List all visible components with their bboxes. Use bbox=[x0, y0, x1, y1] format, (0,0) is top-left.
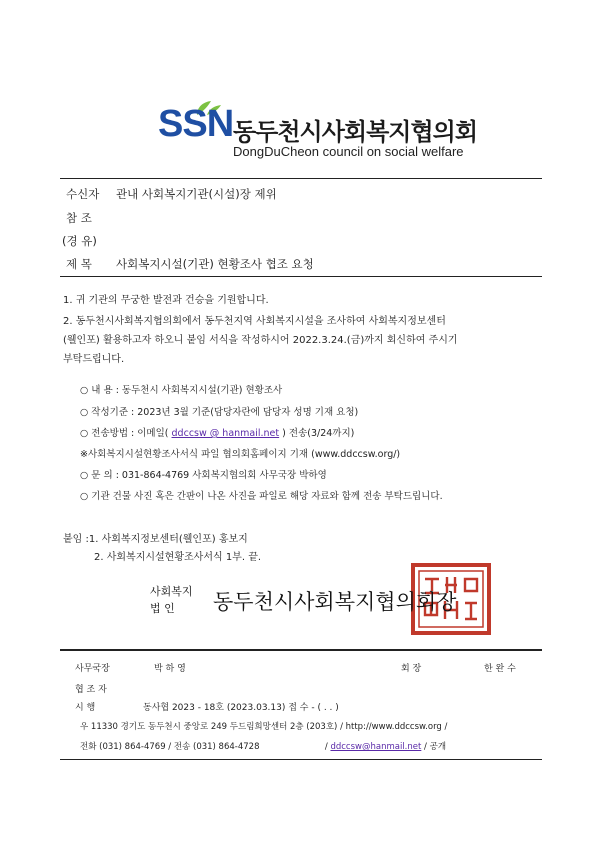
paragraph-2-line-2: (웰인포) 활용하고자 하오니 붙임 서식을 작성하시어 2022.3.24.(금)까지 회신하여 주시기 bbox=[63, 335, 458, 346]
item-send-method bbox=[80, 425, 354, 439]
address: 우 11330 경기도 동두천시 중앙로 249 두드림희망센터 2층 (203호) / http://www.ddccsw.org / bbox=[80, 722, 448, 732]
item-inquiry: ○ 문 의 : 031-864-4769 사회복지협의회 사무국장 박하영 bbox=[80, 470, 327, 481]
approver-name: 한 완 수 bbox=[484, 664, 516, 674]
item-criteria: ○ 작성기준 : 2023년 3월 기준(담당자란에 담당자 성명 기재 요청) bbox=[80, 407, 359, 418]
subject-value: 사회복지시설(기관) 현황조사 협조 요청 bbox=[116, 257, 314, 271]
signature-org-name: 동두천시사회복지협의회장 bbox=[213, 590, 457, 614]
cooperator-label: 협 조 자 bbox=[75, 685, 107, 695]
cc-label: 참 조 bbox=[66, 211, 92, 225]
contact-phone-fax: 전화 (031) 864-4769 / 전송 (031) 864-4728 bbox=[80, 742, 260, 752]
email-link[interactable]: ddccsw @ hanmail.net bbox=[171, 428, 280, 439]
attachment-line-1: 붙임 :1. 사회복지정보센터(웰인포) 홍보지 bbox=[63, 534, 248, 545]
via-label: (경 유) bbox=[62, 234, 97, 248]
contact-line: 전화 (031) 864-4769 / 전송 (031) 864-4728 / ddccsw@hanmail.net / 공개 bbox=[80, 742, 447, 752]
approver-label: 회 장 bbox=[401, 664, 422, 674]
recipient-value: 관내 사회복지기관(시설)장 제위 bbox=[116, 187, 277, 201]
divider bbox=[60, 276, 542, 277]
corp-label-1: 사회복지 bbox=[150, 585, 193, 598]
exec-value: 동사협 2023 - 18호 (2023.03.13) 접 수 - ( . . ) bbox=[143, 703, 339, 713]
drafter-name: 박 하 영 bbox=[154, 664, 186, 674]
item-note: ※사회복지시설현황조사서식 파일 협의회홈페이지 기재 (www.ddccsw.org/) bbox=[80, 449, 401, 460]
recipient-label: 수신자 bbox=[66, 187, 100, 201]
divider bbox=[60, 649, 542, 651]
paragraph-2-line-3: 부탁드립니다. bbox=[63, 354, 125, 365]
subject-label: 제 목 bbox=[66, 257, 92, 271]
paragraph-2-line-1: 2. 동두천시사회복지협의회에서 동두천지역 사회복지시설을 조사하여 사회복지정보센터 bbox=[63, 316, 446, 327]
send-method-suffix: ) 전송(3/24까지) bbox=[282, 428, 355, 439]
org-name-en: DongDuCheon council on social welfare bbox=[233, 144, 464, 159]
contact-suffix: / 공개 bbox=[424, 742, 447, 752]
item-photo: ○ 기관 건물 사진 혹은 간판이 나온 사진을 파일로 해당 자료와 함께 전송 부탁드립니다. bbox=[80, 491, 443, 502]
item-content: ○ 내 용 : 동두천시 사회복지시설(기관) 현황조사 bbox=[80, 385, 283, 396]
divider bbox=[60, 178, 542, 179]
send-method-prefix: ○ 전송방법 : 이메일( bbox=[80, 428, 169, 439]
contact-email-link[interactable]: ddccsw@hanmail.net bbox=[330, 742, 422, 752]
paragraph-1: 1. 귀 기관의 무궁한 발전과 건승을 기원합니다. bbox=[63, 295, 269, 306]
corp-label-2: 법 인 bbox=[150, 602, 175, 615]
exec-label: 시 행 bbox=[75, 703, 96, 713]
attachment-line-2: 2. 사회복지시설현황조사서식 1부. 끝. bbox=[94, 552, 262, 563]
drafter-label: 사무국장 bbox=[75, 664, 110, 674]
org-name-logo: 동두천시사회복지협의회 bbox=[233, 118, 478, 146]
logo-abbr: SSN bbox=[158, 103, 234, 145]
divider bbox=[60, 759, 542, 760]
